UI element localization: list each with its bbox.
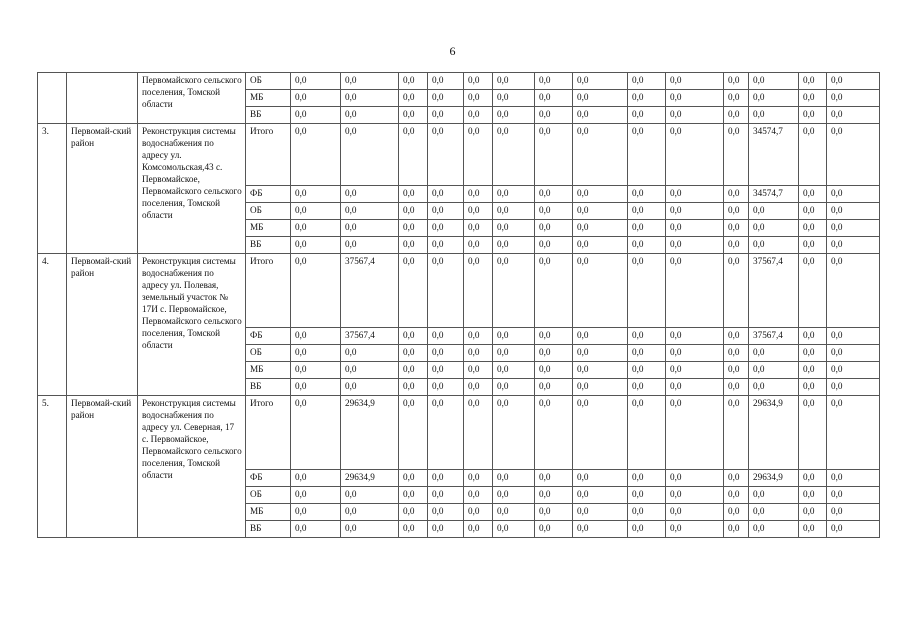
amount-cell: 0,0 bbox=[666, 396, 724, 470]
amount-cell: 0,0 bbox=[464, 362, 493, 379]
amount-cell: 0,0 bbox=[464, 237, 493, 254]
amount-cell: 0,0 bbox=[628, 73, 666, 90]
amount-cell: 0,0 bbox=[628, 254, 666, 328]
table-body bbox=[38, 73, 880, 538]
amount-cell: 0,0 bbox=[573, 345, 628, 362]
amount-cell: 0,0 bbox=[799, 328, 827, 345]
item-number bbox=[38, 73, 67, 124]
amount-cell: 0,0 bbox=[749, 521, 799, 538]
amount-cell: 0,0 bbox=[573, 237, 628, 254]
amount-cell: 0,0 bbox=[628, 470, 666, 487]
amount-cell: 0,0 bbox=[799, 203, 827, 220]
amount-cell: 0,0 bbox=[724, 396, 749, 470]
amount-cell: 0,0 bbox=[827, 345, 880, 362]
amount-cell: 0,0 bbox=[464, 396, 493, 470]
amount-cell: 0,0 bbox=[724, 328, 749, 345]
amount-cell: 0,0 bbox=[666, 345, 724, 362]
amount-cell: 34574,7 bbox=[749, 124, 799, 186]
table-row bbox=[38, 73, 880, 90]
amount-cell: 0,0 bbox=[573, 124, 628, 186]
funding-source: ОБ bbox=[246, 345, 291, 362]
amount-cell: 0,0 bbox=[464, 107, 493, 124]
amount-cell: 0,0 bbox=[827, 107, 880, 124]
amount-cell: 0,0 bbox=[341, 220, 399, 237]
amount-cell: 0,0 bbox=[493, 345, 535, 362]
amount-cell: 0,0 bbox=[827, 220, 880, 237]
amount-cell: 0,0 bbox=[827, 254, 880, 328]
amount-cell: 0,0 bbox=[628, 186, 666, 203]
amount-cell: 0,0 bbox=[666, 186, 724, 203]
amount-cell: 0,0 bbox=[291, 345, 341, 362]
amount-cell: 0,0 bbox=[827, 487, 880, 504]
table-row bbox=[38, 124, 880, 186]
amount-cell: 0,0 bbox=[535, 73, 573, 90]
amount-cell: 0,0 bbox=[535, 504, 573, 521]
district-name: Первомай-ский район bbox=[67, 254, 138, 396]
item-number: 4. bbox=[38, 254, 67, 396]
amount-cell: 0,0 bbox=[535, 362, 573, 379]
amount-cell: 0,0 bbox=[464, 521, 493, 538]
amount-cell: 0,0 bbox=[827, 521, 880, 538]
amount-cell: 0,0 bbox=[573, 470, 628, 487]
amount-cell: 34574,7 bbox=[749, 186, 799, 203]
amount-cell: 0,0 bbox=[573, 73, 628, 90]
amount-cell: 0,0 bbox=[628, 345, 666, 362]
amount-cell: 0,0 bbox=[666, 362, 724, 379]
amount-cell: 0,0 bbox=[291, 521, 341, 538]
amount-cell: 0,0 bbox=[399, 237, 428, 254]
amount-cell: 0,0 bbox=[799, 73, 827, 90]
amount-cell: 0,0 bbox=[493, 90, 535, 107]
amount-cell: 0,0 bbox=[724, 487, 749, 504]
amount-cell: 0,0 bbox=[464, 73, 493, 90]
amount-cell: 0,0 bbox=[749, 345, 799, 362]
amount-cell: 0,0 bbox=[428, 396, 464, 470]
amount-cell: 0,0 bbox=[666, 237, 724, 254]
amount-cell: 29634,9 bbox=[749, 396, 799, 470]
amount-cell: 0,0 bbox=[724, 504, 749, 521]
amount-cell: 0,0 bbox=[399, 379, 428, 396]
amount-cell: 0,0 bbox=[399, 487, 428, 504]
amount-cell: 0,0 bbox=[724, 254, 749, 328]
amount-cell: 0,0 bbox=[341, 487, 399, 504]
amount-cell: 0,0 bbox=[341, 379, 399, 396]
amount-cell: 0,0 bbox=[291, 107, 341, 124]
amount-cell: 0,0 bbox=[464, 328, 493, 345]
amount-cell: 0,0 bbox=[749, 203, 799, 220]
amount-cell: 0,0 bbox=[341, 90, 399, 107]
amount-cell: 0,0 bbox=[291, 203, 341, 220]
amount-cell: 29634,9 bbox=[341, 470, 399, 487]
funding-source: ФБ bbox=[246, 186, 291, 203]
amount-cell: 0,0 bbox=[724, 124, 749, 186]
item-number: 3. bbox=[38, 124, 67, 254]
amount-cell: 0,0 bbox=[666, 73, 724, 90]
amount-cell: 29634,9 bbox=[749, 470, 799, 487]
amount-cell: 0,0 bbox=[666, 203, 724, 220]
amount-cell: 0,0 bbox=[428, 345, 464, 362]
amount-cell: 0,0 bbox=[291, 220, 341, 237]
amount-cell: 0,0 bbox=[827, 362, 880, 379]
amount-cell: 0,0 bbox=[428, 504, 464, 521]
amount-cell: 0,0 bbox=[724, 107, 749, 124]
amount-cell: 0,0 bbox=[799, 220, 827, 237]
amount-cell: 0,0 bbox=[724, 470, 749, 487]
amount-cell: 0,0 bbox=[799, 379, 827, 396]
amount-cell: 0,0 bbox=[799, 237, 827, 254]
amount-cell: 0,0 bbox=[428, 237, 464, 254]
funding-source: ОБ bbox=[246, 203, 291, 220]
amount-cell: 0,0 bbox=[535, 220, 573, 237]
amount-cell: 0,0 bbox=[464, 345, 493, 362]
amount-cell: 0,0 bbox=[573, 396, 628, 470]
amount-cell: 0,0 bbox=[827, 237, 880, 254]
amount-cell: 0,0 bbox=[428, 220, 464, 237]
amount-cell: 0,0 bbox=[291, 186, 341, 203]
amount-cell: 0,0 bbox=[666, 379, 724, 396]
amount-cell: 0,0 bbox=[399, 328, 428, 345]
amount-cell: 0,0 bbox=[724, 362, 749, 379]
amount-cell: 0,0 bbox=[628, 362, 666, 379]
amount-cell: 0,0 bbox=[799, 254, 827, 328]
district-name bbox=[67, 73, 138, 124]
amount-cell: 0,0 bbox=[535, 379, 573, 396]
amount-cell: 0,0 bbox=[428, 521, 464, 538]
amount-cell: 0,0 bbox=[428, 107, 464, 124]
amount-cell: 0,0 bbox=[535, 396, 573, 470]
amount-cell: 0,0 bbox=[399, 521, 428, 538]
amount-cell: 0,0 bbox=[291, 328, 341, 345]
amount-cell: 0,0 bbox=[428, 124, 464, 186]
amount-cell: 0,0 bbox=[493, 107, 535, 124]
amount-cell: 0,0 bbox=[493, 470, 535, 487]
amount-cell: 0,0 bbox=[628, 328, 666, 345]
amount-cell: 0,0 bbox=[573, 90, 628, 107]
amount-cell: 0,0 bbox=[724, 379, 749, 396]
amount-cell: 0,0 bbox=[573, 203, 628, 220]
amount-cell: 0,0 bbox=[724, 220, 749, 237]
amount-cell: 0,0 bbox=[493, 396, 535, 470]
amount-cell: 0,0 bbox=[749, 220, 799, 237]
amount-cell: 0,0 bbox=[666, 504, 724, 521]
amount-cell: 0,0 bbox=[535, 521, 573, 538]
funding-source: МБ bbox=[246, 90, 291, 107]
funding-source: МБ bbox=[246, 220, 291, 237]
amount-cell: 0,0 bbox=[341, 73, 399, 90]
item-number: 5. bbox=[38, 396, 67, 538]
funding-source: Итого bbox=[246, 124, 291, 186]
amount-cell: 0,0 bbox=[399, 220, 428, 237]
amount-cell: 0,0 bbox=[573, 379, 628, 396]
amount-cell: 0,0 bbox=[341, 345, 399, 362]
amount-cell: 0,0 bbox=[827, 328, 880, 345]
object-name: Реконструкция системы водоснабжения по адресу ул. Полевая, земельный участок № 17И с. Первомайское, Первомайского сельского поселения, Томской области bbox=[138, 254, 246, 396]
amount-cell: 0,0 bbox=[827, 90, 880, 107]
amount-cell: 0,0 bbox=[724, 90, 749, 107]
amount-cell: 0,0 bbox=[799, 487, 827, 504]
amount-cell: 0,0 bbox=[573, 107, 628, 124]
funding-source: ОБ bbox=[246, 487, 291, 504]
amount-cell: 0,0 bbox=[399, 470, 428, 487]
amount-cell: 0,0 bbox=[666, 521, 724, 538]
amount-cell: 0,0 bbox=[428, 203, 464, 220]
amount-cell: 0,0 bbox=[291, 254, 341, 328]
amount-cell: 0,0 bbox=[799, 124, 827, 186]
amount-cell: 0,0 bbox=[291, 487, 341, 504]
amount-cell: 0,0 bbox=[724, 73, 749, 90]
amount-cell: 0,0 bbox=[464, 379, 493, 396]
amount-cell: 0,0 bbox=[291, 470, 341, 487]
amount-cell: 0,0 bbox=[493, 362, 535, 379]
funding-source: Итого bbox=[246, 254, 291, 328]
amount-cell: 0,0 bbox=[628, 124, 666, 186]
amount-cell: 0,0 bbox=[464, 203, 493, 220]
amount-cell: 0,0 bbox=[799, 521, 827, 538]
amount-cell: 0,0 bbox=[464, 90, 493, 107]
funding-source: ВБ bbox=[246, 237, 291, 254]
amount-cell: 0,0 bbox=[799, 186, 827, 203]
funding-source: Итого bbox=[246, 396, 291, 470]
amount-cell: 0,0 bbox=[493, 186, 535, 203]
amount-cell: 0,0 bbox=[535, 186, 573, 203]
amount-cell: 0,0 bbox=[341, 521, 399, 538]
amount-cell: 0,0 bbox=[628, 487, 666, 504]
amount-cell: 0,0 bbox=[799, 362, 827, 379]
amount-cell: 0,0 bbox=[749, 237, 799, 254]
amount-cell: 0,0 bbox=[749, 90, 799, 107]
amount-cell: 0,0 bbox=[749, 504, 799, 521]
amount-cell: 0,0 bbox=[341, 107, 399, 124]
amount-cell: 0,0 bbox=[573, 220, 628, 237]
amount-cell: 0,0 bbox=[493, 379, 535, 396]
amount-cell: 0,0 bbox=[493, 220, 535, 237]
amount-cell: 0,0 bbox=[291, 362, 341, 379]
amount-cell: 0,0 bbox=[399, 396, 428, 470]
amount-cell: 0,0 bbox=[428, 487, 464, 504]
amount-cell: 0,0 bbox=[399, 107, 428, 124]
amount-cell: 0,0 bbox=[464, 470, 493, 487]
amount-cell: 0,0 bbox=[493, 504, 535, 521]
amount-cell: 0,0 bbox=[399, 362, 428, 379]
district-name: Первомай-ский район bbox=[67, 396, 138, 538]
amount-cell: 37567,4 bbox=[341, 328, 399, 345]
object-name: Первомайского сельского поселения, Томской области bbox=[138, 73, 246, 124]
amount-cell: 0,0 bbox=[291, 504, 341, 521]
object-name: Реконструкция системы водоснабжения по адресу ул. Северная, 17 с. Первомайское, Первомайского сельского поселения, Томской области bbox=[138, 396, 246, 538]
amount-cell: 0,0 bbox=[749, 107, 799, 124]
amount-cell: 0,0 bbox=[628, 504, 666, 521]
amount-cell: 0,0 bbox=[535, 237, 573, 254]
amount-cell: 0,0 bbox=[628, 220, 666, 237]
amount-cell: 0,0 bbox=[535, 470, 573, 487]
amount-cell: 0,0 bbox=[573, 521, 628, 538]
amount-cell: 0,0 bbox=[628, 379, 666, 396]
amount-cell: 0,0 bbox=[535, 345, 573, 362]
amount-cell: 0,0 bbox=[493, 254, 535, 328]
amount-cell: 0,0 bbox=[428, 90, 464, 107]
amount-cell: 0,0 bbox=[399, 186, 428, 203]
funding-source: ВБ bbox=[246, 107, 291, 124]
amount-cell: 29634,9 bbox=[341, 396, 399, 470]
amount-cell: 0,0 bbox=[573, 487, 628, 504]
amount-cell: 0,0 bbox=[749, 73, 799, 90]
amount-cell: 0,0 bbox=[341, 237, 399, 254]
amount-cell: 0,0 bbox=[724, 186, 749, 203]
amount-cell: 0,0 bbox=[464, 186, 493, 203]
amount-cell: 0,0 bbox=[535, 254, 573, 328]
amount-cell: 0,0 bbox=[428, 379, 464, 396]
amount-cell: 0,0 bbox=[666, 254, 724, 328]
amount-cell: 0,0 bbox=[573, 328, 628, 345]
amount-cell: 0,0 bbox=[341, 504, 399, 521]
amount-cell: 0,0 bbox=[666, 90, 724, 107]
amount-cell: 0,0 bbox=[573, 254, 628, 328]
object-name: Реконструкция системы водоснабжения по адресу ул. Комсомольская,43 с. Первомайское, Первомайского сельского поселения, Томской области bbox=[138, 124, 246, 254]
amount-cell: 0,0 bbox=[399, 504, 428, 521]
amount-cell: 0,0 bbox=[464, 220, 493, 237]
amount-cell: 0,0 bbox=[291, 396, 341, 470]
amount-cell: 0,0 bbox=[666, 107, 724, 124]
amount-cell: 0,0 bbox=[799, 90, 827, 107]
amount-cell: 0,0 bbox=[666, 470, 724, 487]
amount-cell: 0,0 bbox=[399, 73, 428, 90]
funding-source: ВБ bbox=[246, 379, 291, 396]
amount-cell: 0,0 bbox=[464, 487, 493, 504]
amount-cell: 0,0 bbox=[749, 487, 799, 504]
amount-cell: 0,0 bbox=[724, 203, 749, 220]
amount-cell: 0,0 bbox=[493, 487, 535, 504]
amount-cell: 0,0 bbox=[724, 237, 749, 254]
amount-cell: 37567,4 bbox=[749, 254, 799, 328]
amount-cell: 37567,4 bbox=[749, 328, 799, 345]
amount-cell: 0,0 bbox=[799, 345, 827, 362]
amount-cell: 0,0 bbox=[573, 504, 628, 521]
amount-cell: 0,0 bbox=[493, 237, 535, 254]
amount-cell: 37567,4 bbox=[341, 254, 399, 328]
amount-cell: 0,0 bbox=[749, 379, 799, 396]
amount-cell: 0,0 bbox=[291, 379, 341, 396]
amount-cell: 0,0 bbox=[399, 203, 428, 220]
amount-cell: 0,0 bbox=[341, 203, 399, 220]
table-row bbox=[38, 254, 880, 328]
amount-cell: 0,0 bbox=[628, 237, 666, 254]
amount-cell: 0,0 bbox=[666, 124, 724, 186]
amount-cell: 0,0 bbox=[464, 254, 493, 328]
amount-cell: 0,0 bbox=[628, 107, 666, 124]
amount-cell: 0,0 bbox=[827, 504, 880, 521]
amount-cell: 0,0 bbox=[428, 186, 464, 203]
budget-table bbox=[37, 72, 880, 538]
amount-cell: 0,0 bbox=[291, 237, 341, 254]
amount-cell: 0,0 bbox=[399, 345, 428, 362]
funding-source: МБ bbox=[246, 362, 291, 379]
amount-cell: 0,0 bbox=[291, 73, 341, 90]
funding-source: МБ bbox=[246, 504, 291, 521]
amount-cell: 0,0 bbox=[535, 90, 573, 107]
amount-cell: 0,0 bbox=[827, 379, 880, 396]
amount-cell: 0,0 bbox=[827, 186, 880, 203]
amount-cell: 0,0 bbox=[341, 362, 399, 379]
amount-cell: 0,0 bbox=[493, 124, 535, 186]
amount-cell: 0,0 bbox=[573, 362, 628, 379]
amount-cell: 0,0 bbox=[573, 186, 628, 203]
amount-cell: 0,0 bbox=[291, 90, 341, 107]
amount-cell: 0,0 bbox=[464, 124, 493, 186]
amount-cell: 0,0 bbox=[724, 345, 749, 362]
amount-cell: 0,0 bbox=[799, 396, 827, 470]
amount-cell: 0,0 bbox=[827, 203, 880, 220]
amount-cell: 0,0 bbox=[628, 396, 666, 470]
amount-cell: 0,0 bbox=[827, 396, 880, 470]
amount-cell: 0,0 bbox=[493, 328, 535, 345]
amount-cell: 0,0 bbox=[291, 124, 341, 186]
amount-cell: 0,0 bbox=[799, 107, 827, 124]
amount-cell: 0,0 bbox=[341, 124, 399, 186]
district-name: Первомай-ский район bbox=[67, 124, 138, 254]
amount-cell: 0,0 bbox=[628, 203, 666, 220]
amount-cell: 0,0 bbox=[428, 470, 464, 487]
amount-cell: 0,0 bbox=[535, 487, 573, 504]
amount-cell: 0,0 bbox=[749, 362, 799, 379]
amount-cell: 0,0 bbox=[666, 220, 724, 237]
amount-cell: 0,0 bbox=[399, 90, 428, 107]
amount-cell: 0,0 bbox=[799, 504, 827, 521]
amount-cell: 0,0 bbox=[535, 203, 573, 220]
amount-cell: 0,0 bbox=[535, 124, 573, 186]
amount-cell: 0,0 bbox=[666, 487, 724, 504]
funding-source: ФБ bbox=[246, 328, 291, 345]
amount-cell: 0,0 bbox=[341, 186, 399, 203]
amount-cell: 0,0 bbox=[464, 504, 493, 521]
amount-cell: 0,0 bbox=[799, 470, 827, 487]
amount-cell: 0,0 bbox=[399, 254, 428, 328]
funding-source: ФБ bbox=[246, 470, 291, 487]
amount-cell: 0,0 bbox=[399, 124, 428, 186]
amount-cell: 0,0 bbox=[666, 328, 724, 345]
amount-cell: 0,0 bbox=[535, 328, 573, 345]
amount-cell: 0,0 bbox=[428, 73, 464, 90]
amount-cell: 0,0 bbox=[628, 90, 666, 107]
amount-cell: 0,0 bbox=[827, 73, 880, 90]
amount-cell: 0,0 bbox=[493, 521, 535, 538]
amount-cell: 0,0 bbox=[493, 73, 535, 90]
amount-cell: 0,0 bbox=[827, 124, 880, 186]
amount-cell: 0,0 bbox=[428, 328, 464, 345]
funding-source: ВБ bbox=[246, 521, 291, 538]
funding-source: ОБ bbox=[246, 73, 291, 90]
page-number: 6 bbox=[449, 44, 456, 58]
amount-cell: 0,0 bbox=[493, 203, 535, 220]
amount-cell: 0,0 bbox=[535, 107, 573, 124]
amount-cell: 0,0 bbox=[628, 521, 666, 538]
amount-cell: 0,0 bbox=[428, 362, 464, 379]
amount-cell: 0,0 bbox=[724, 521, 749, 538]
amount-cell: 0,0 bbox=[428, 254, 464, 328]
table-row bbox=[38, 396, 880, 470]
amount-cell: 0,0 bbox=[827, 470, 880, 487]
